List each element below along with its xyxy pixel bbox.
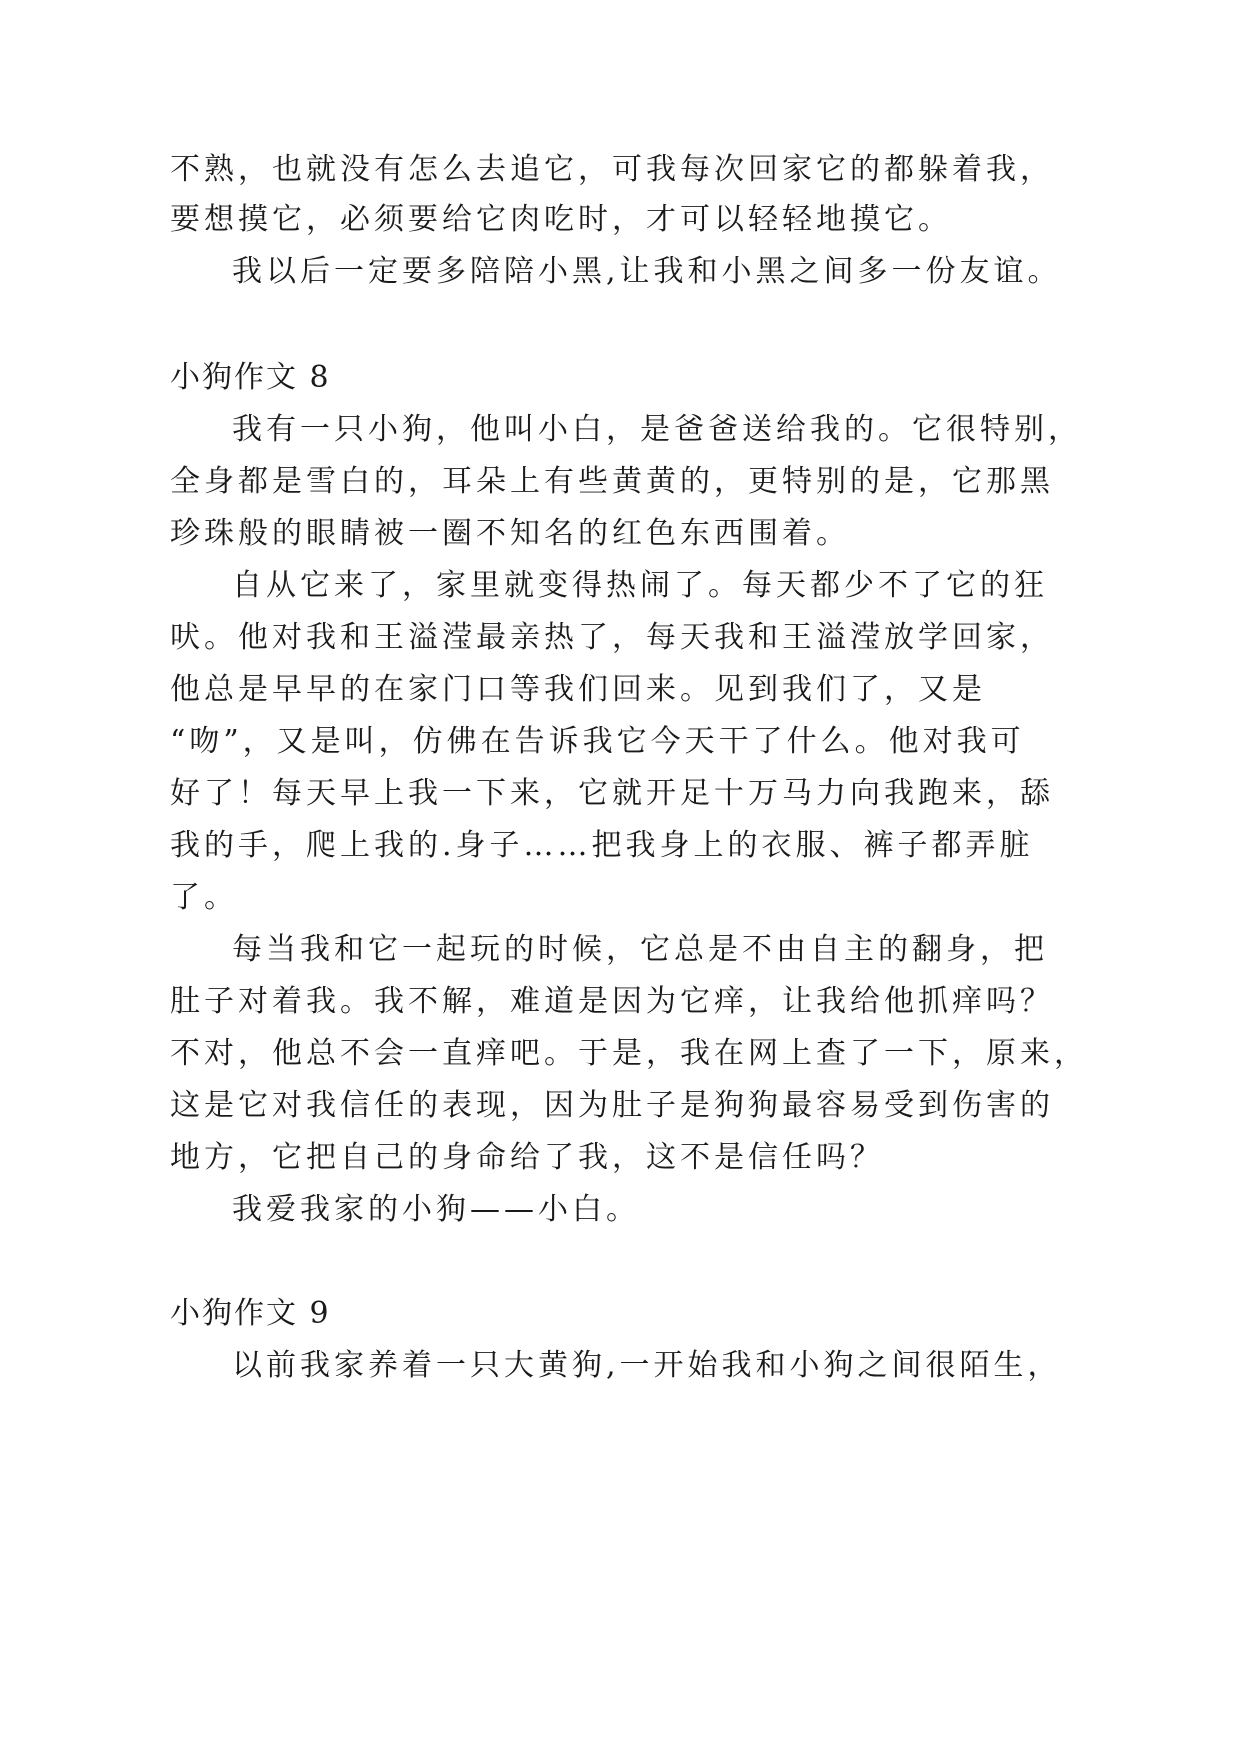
paragraph-line: 吠。他对我和王溢滢最亲热了，每天我和王溢滢放学回家， bbox=[170, 620, 1054, 655]
paragraph-line: 地方，它把自己的身命给了我，这不是信任吗？ bbox=[170, 1140, 884, 1175]
paragraph-line: 自从它来了，家里就变得热闹了。每天都少不了它的狂 bbox=[232, 568, 1048, 603]
paragraph-line: 我爱我家的小狗——小白。 bbox=[232, 1192, 640, 1227]
paragraph-line: 全身都是雪白的，耳朵上有些黄黄的，更特别的是，它那黑 bbox=[170, 464, 1054, 499]
paragraph-line: 要想摸它，必须要给它肉吃时，才可以轻轻地摸它。 bbox=[170, 202, 952, 237]
paragraph-line: 每当我和它一起玩的时候，它总是不由自主的翻身，把 bbox=[232, 932, 1048, 967]
section-heading: 小狗作文 9 bbox=[170, 1296, 331, 1331]
paragraph-line: 我有一只小狗，他叫小白，是爸爸送给我的。它很特别， bbox=[232, 412, 1082, 447]
paragraph-line: 珍珠般的眼睛被一圈不知名的红色东西围着。 bbox=[170, 516, 850, 551]
paragraph-line: 这是它对我信任的表现，因为肚子是狗狗最容易受到伤害的 bbox=[170, 1088, 1054, 1123]
paragraph-line: 他总是早早的在家门口等我们回来。见到我们了，又是 bbox=[170, 672, 986, 707]
paragraph-line: 了。 bbox=[170, 880, 238, 915]
paragraph-line: 我的手，爬上我的.身子……把我身上的衣服、裤子都弄脏 bbox=[170, 828, 1034, 863]
paragraph-line: 好了！每天早上我一下来，它就开足十万马力向我跑来，舔 bbox=[170, 776, 1054, 811]
paragraph-line: 不熟，也就没有怎么去追它，可我每次回家它的都躲着我， bbox=[170, 152, 1054, 187]
paragraph-line: 我以后一定要多陪陪小黑,让我和小黑之间多一份友谊。 bbox=[232, 254, 1062, 289]
section-heading: 小狗作文 8 bbox=[170, 360, 331, 395]
paragraph-line: 不对，他总不会一直痒吧。于是，我在网上查了一下，原来， bbox=[170, 1036, 1088, 1071]
paragraph-line: “吻”，又是叫，仿佛在告诉我它今天干了什么。他对我可 bbox=[170, 724, 1025, 759]
paragraph-line: 肚子对着我。我不解，难道是因为它痒，让我给他抓痒吗？ bbox=[170, 984, 1054, 1019]
paragraph-line: 以前我家养着一只大黄狗,一开始我和小狗之间很陌生， bbox=[232, 1348, 1062, 1383]
